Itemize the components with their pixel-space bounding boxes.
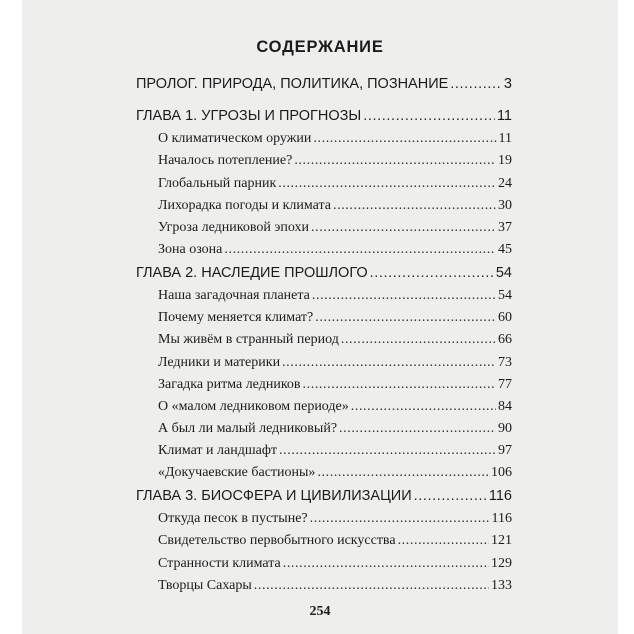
- toc-entry-page: 121: [491, 533, 512, 548]
- toc-entry-label: Ледники и материки: [158, 355, 281, 370]
- toc-entry-label: Глобальный парник: [158, 176, 277, 191]
- toc-section-entry: [158, 288, 512, 304]
- toc-entry-label: ГЛАВА 1. УГРОЗЫ И ПРОГНОЗЫ: [136, 108, 362, 124]
- dot-leader: [283, 556, 489, 572]
- toc-entry-page: 84: [498, 399, 512, 414]
- dot-leader: [315, 310, 496, 326]
- toc-entry-label: «Докучаевские бастионы»: [158, 465, 316, 480]
- toc-entry-page: 90: [498, 421, 512, 436]
- toc-entry-page: 129: [491, 556, 512, 571]
- toc-entry-label: Творцы Сахары: [158, 578, 252, 593]
- toc-entry-page: 24: [498, 176, 512, 191]
- toc-entry-label: ГЛАВА 3. БИОСФЕРА И ЦИВИЛИЗАЦИИ: [136, 488, 412, 504]
- toc-entry-label: Почему меняется климат?: [158, 310, 314, 325]
- dot-leader: [224, 242, 496, 258]
- toc-chapter-entry: [136, 76, 512, 92]
- toc-entry-label: О «малом ледниковом периоде»: [158, 399, 349, 414]
- toc-entry-page: 30: [498, 198, 512, 213]
- toc-entry-page: 19: [498, 153, 512, 168]
- toc-section-entry: [158, 556, 512, 572]
- toc-entry-page: 54: [495, 265, 512, 281]
- toc-entry-label: Наша загадочная планета: [158, 288, 310, 303]
- toc-entry-label: Загадка ритма ледников: [158, 377, 301, 392]
- dot-leader: [312, 288, 496, 304]
- dot-leader: [317, 465, 489, 481]
- dot-leader: [398, 533, 489, 549]
- toc-entry-page: 45: [498, 242, 512, 257]
- toc-section-entry: [158, 176, 512, 192]
- toc-entry-label: ПРОЛОГ. ПРИРОДА, ПОЛИТИКА, ПОЗНАНИЕ: [136, 76, 449, 92]
- dot-leader: [339, 421, 496, 437]
- toc-section-entry: [158, 220, 512, 236]
- dot-leader: [363, 108, 495, 124]
- dot-leader: [414, 488, 487, 504]
- toc-chapter-entry: [136, 108, 512, 124]
- toc-section-entry: [158, 377, 512, 393]
- toc-entry-label: А был ли малый ледниковый?: [158, 421, 338, 436]
- contents-title: СОДЕРЖАНИЕ: [256, 38, 384, 56]
- toc-section-entry: [158, 578, 512, 594]
- toc-entry-page: 77: [498, 377, 512, 392]
- toc-section-entry: [158, 533, 512, 549]
- dot-leader: [310, 511, 490, 527]
- toc-entry-page: 116: [488, 488, 512, 504]
- toc-entry-page: 37: [498, 220, 512, 235]
- dot-leader: [313, 131, 496, 147]
- toc-entry-page: 54: [498, 288, 512, 303]
- dot-leader: [311, 220, 496, 236]
- toc-section-entry: [158, 153, 512, 169]
- dot-leader: [282, 355, 496, 371]
- dot-leader: [278, 176, 496, 192]
- toc-entry-page: 66: [498, 332, 512, 347]
- toc-section-entry: [158, 399, 512, 415]
- dot-leader: [351, 399, 496, 415]
- dot-leader: [254, 578, 489, 594]
- toc-entry-label: О климатическом оружии: [158, 131, 312, 146]
- book-page: [22, 0, 618, 634]
- toc-entry-page: 73: [498, 355, 512, 370]
- dot-leader: [370, 265, 494, 281]
- toc-entry-label: ГЛАВА 2. НАСЛЕДИЕ ПРОШЛОГО: [136, 265, 368, 281]
- toc-entry-label: Зона озона: [158, 242, 223, 257]
- toc-entry-page: 11: [496, 108, 512, 124]
- dot-leader: [294, 153, 496, 169]
- toc-entry-label: Свидетельство первобытного искусства: [158, 533, 396, 548]
- toc-entry-page: 116: [491, 511, 512, 526]
- toc-entry-page: 97: [498, 443, 512, 458]
- toc-section-entry: [158, 355, 512, 371]
- toc-section-entry: [158, 443, 512, 459]
- toc-entry-page: 133: [491, 578, 512, 593]
- toc-entry-label: Лихорадка погоды и климата: [158, 198, 331, 213]
- dot-leader: [279, 443, 496, 459]
- toc-section-entry: [158, 332, 512, 348]
- toc-entry-label: Началось потепление?: [158, 153, 293, 168]
- toc-entry-page: 3: [503, 76, 512, 92]
- toc-entry-label: Климат и ландшафт: [158, 443, 278, 458]
- dot-leader: [333, 198, 496, 214]
- toc-section-entry: [158, 511, 512, 527]
- dot-leader: [341, 332, 496, 348]
- toc-entry-label: Странности климата: [158, 556, 281, 571]
- toc-section-entry: [158, 310, 512, 326]
- page-number: 254: [309, 604, 331, 619]
- toc-entry-label: Мы живём в странный период: [158, 332, 339, 347]
- toc-chapter-entry: [136, 265, 512, 281]
- toc-section-entry: [158, 421, 512, 437]
- toc-entry-page: 11: [498, 131, 512, 146]
- dot-leader: [303, 377, 496, 393]
- toc-section-entry: [158, 198, 512, 214]
- toc-entry-label: Откуда песок в пустыне?: [158, 511, 308, 526]
- toc-section-entry: [158, 242, 512, 258]
- toc-entry-page: 60: [498, 310, 512, 325]
- toc-entry-label: Угроза ледниковой эпохи: [158, 220, 310, 235]
- dot-leader: [450, 76, 502, 92]
- toc-chapter-entry: [136, 488, 512, 504]
- toc-section-entry: [158, 465, 512, 481]
- toc-entry-page: 106: [491, 465, 512, 480]
- toc-section-entry: [158, 131, 512, 147]
